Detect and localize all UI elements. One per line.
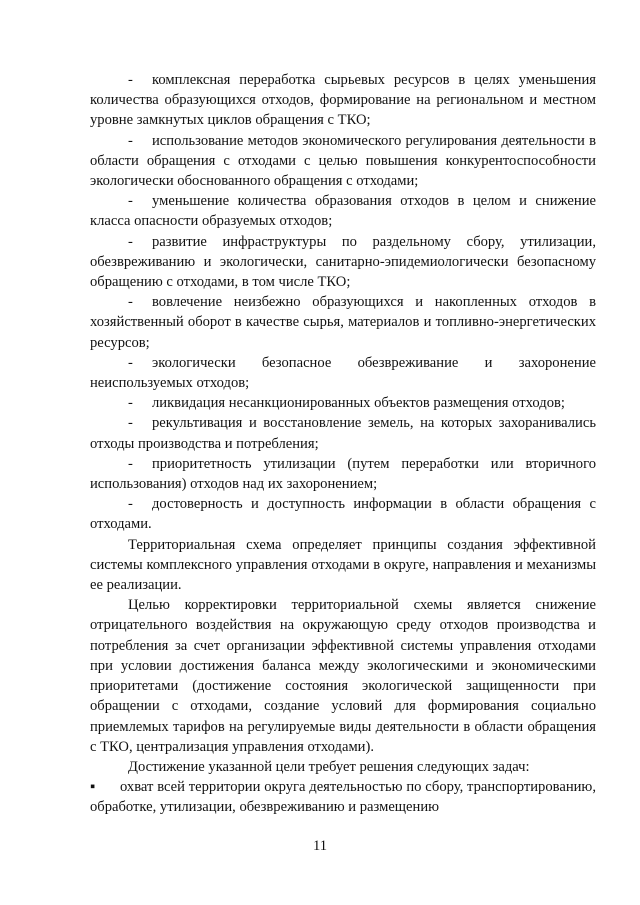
paragraph-scheme: Территориальная схема определяет принципы создания эффективной системы комплексного управления отходами в округе, направления и механизмы ее реализации. [90, 536, 596, 594]
list-item-text: уменьшение количества образования отходов в целом и снижение класса опасности образуемых отходов; [90, 193, 596, 230]
list-item-text: использование методов экономического регулирования деятельности в области обращения с отходами с целью повышения конкурентоспособности экологически обоснованного обращения с отходами; [90, 132, 596, 190]
list-item-text: приоритетность утилизации (путем переработки или вторичного использования) отходов над их захоронением; [90, 455, 596, 493]
dash-marker: - [128, 415, 133, 432]
dash-marker: - [128, 496, 133, 513]
task-item-text: охват всей территории округа деятельностью по сбору, транспортированию, обработке, утилизации, обезвреживанию и размещению [90, 779, 596, 816]
dash-marker: - [128, 72, 133, 88]
list-item-text: ликвидация несанкционированных объектов размещения отходов; [152, 395, 565, 412]
paragraph-goal: Целью корректировки территориальной схемы является снижение отрицательного воздействия на окружающую среду отходов производства и потребления за счет организации эффективной системы управления отходами при условии достижения баланса между экологическими и экономическими приоритетами (достижение состояния экологической защищенности при обращении с отходами, создание условий для формирования социально приемлемых тарифов на регулируемые виды деятельности в области обращения с ТКО, централизация управления отходами). [90, 597, 596, 755]
list-item-text: вовлечение неизбежно образующихся и накопленных отходов в хозяйственный оборот в качестве сырья, материалов и топливно-энергетических ресурсов; [90, 294, 596, 351]
page-number: 11 [312, 838, 328, 854]
list-item-text: развитие инфраструктуры по раздельному сбору, утилизации, обезвреживанию и экологически, санитарно-эпидемиологически безопасному обращению с отходами, в том числе ТКО; [90, 233, 596, 291]
square-bullet: ▪ [90, 779, 96, 796]
dash-marker: - [128, 395, 133, 412]
list-item [90, 232, 596, 293]
list-item [90, 292, 596, 353]
list-item [90, 393, 596, 413]
list-item-text: рекультивация и восстановление земель, на которых захоранивались отходы производства и потребления; [90, 415, 596, 452]
list-item-text: экологически безопасное обезвреживание и захоронение неиспользуемых отходов; [90, 354, 596, 392]
list-item [90, 131, 596, 192]
list-item [90, 494, 596, 534]
list-item-text: комплексная переработка сырьевых ресурсов в целях уменьшения количества образующихся отходов, формирование на региональном и местном уровне замкнутых циклов обращения с ТКО; [90, 72, 596, 129]
list-item [90, 70, 596, 131]
dash-marker: - [128, 132, 133, 149]
document-page [90, 70, 596, 818]
dash-marker: - [128, 233, 133, 250]
list-item [90, 413, 596, 453]
dash-marker: - [128, 354, 133, 371]
task-item [90, 777, 596, 817]
list-item [90, 454, 596, 494]
dash-marker: - [128, 193, 133, 210]
dash-marker: - [128, 455, 133, 472]
dash-marker: - [128, 294, 133, 311]
list-item [90, 191, 596, 231]
list-item [90, 353, 596, 393]
list-item-text: достоверность и доступность информации в области обращения с отходами. [90, 496, 596, 533]
paragraph-tasks: Достижение указанной цели требует решения следующих задач: [128, 758, 530, 775]
